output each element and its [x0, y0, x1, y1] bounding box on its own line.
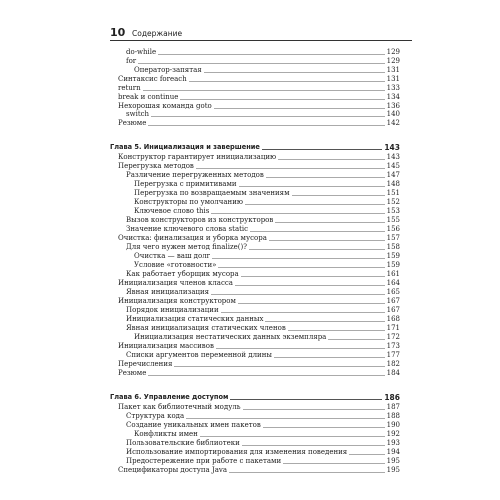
toc-entry-title: Инициализация массивов — [118, 342, 214, 350]
toc-entry-title: Структура кода — [126, 412, 185, 420]
toc-leader-dots — [245, 204, 385, 205]
toc-page-number: 173 — [386, 342, 400, 350]
toc-entry-title: Оператор-запятая — [134, 66, 202, 74]
toc-page-number: 129 — [386, 48, 400, 56]
toc-page-number: 158 — [386, 243, 400, 251]
toc-entry-title: Использование импортирования для изменения поведения — [126, 448, 348, 456]
toc-leader-dots — [249, 249, 385, 250]
toc-page-number: 193 — [386, 439, 400, 447]
toc-leader-dots — [148, 375, 384, 376]
toc-entry-title: Глава 6. Управление доступом — [110, 393, 229, 401]
toc-page-number: 192 — [386, 430, 400, 438]
toc-chapter — [110, 393, 400, 402]
toc-leader-dots — [158, 54, 384, 55]
toc-page-number: 195 — [386, 466, 400, 474]
toc-entry-title: Синтаксис foreach — [118, 75, 187, 83]
toc-leader-dots — [204, 72, 385, 73]
toc-page-number: 171 — [386, 324, 400, 332]
toc-leader-dots — [243, 409, 385, 410]
toc-entry-title: Резюме — [118, 119, 147, 127]
toc-entry — [110, 48, 400, 57]
toc-page-number: 145 — [386, 162, 400, 170]
toc-entry — [110, 324, 400, 333]
toc-entry — [110, 369, 400, 378]
toc-leader-dots — [221, 312, 385, 313]
page-number: 10 — [110, 26, 126, 39]
toc-page-number: 164 — [386, 279, 400, 287]
toc-entry — [110, 288, 400, 297]
toc-leader-dots — [349, 454, 384, 455]
toc-page-number: 134 — [386, 93, 400, 101]
toc-page-number: 184 — [386, 369, 400, 377]
toc-entry-title: Вызов конструкторов из конструкторов — [126, 216, 274, 224]
toc-entry-title: Глава 5. Инициализация и завершение — [110, 143, 260, 151]
toc-leader-dots — [328, 339, 384, 340]
toc-entry — [110, 66, 400, 75]
toc-entry — [110, 93, 400, 102]
toc-entry-title: Как работает уборщик мусора — [126, 270, 239, 278]
toc-entry — [110, 261, 400, 270]
toc-leader-dots — [262, 149, 382, 150]
toc-entry-title: Конфликты имен — [134, 430, 198, 438]
toc-entry-title: Перечисления — [118, 360, 173, 368]
toc-leader-dots — [218, 267, 384, 268]
toc-page-number: 187 — [386, 403, 400, 411]
toc-entry — [110, 75, 400, 84]
toc-chapter — [110, 143, 400, 152]
toc-entry — [110, 466, 400, 475]
toc-entry-title: Инициализация статических данных — [126, 315, 264, 323]
toc-entry — [110, 110, 400, 119]
toc-entry-title: Ключевое слово this — [134, 207, 210, 215]
toc-leader-dots — [148, 125, 384, 126]
toc-entry — [110, 333, 400, 342]
toc-entry — [110, 119, 400, 128]
toc-leader-dots — [180, 99, 384, 100]
toc-page-number: 157 — [386, 234, 400, 242]
toc-page-number: 143 — [384, 143, 400, 152]
toc-page-number: 142 — [386, 119, 400, 127]
toc-entry-title: Конструкторы по умолчанию — [134, 198, 243, 206]
toc-leader-dots — [174, 366, 384, 367]
toc-entry — [110, 421, 400, 430]
toc-leader-dots — [238, 303, 385, 304]
toc-entry — [110, 360, 400, 369]
toc-entry-title: Перегрузка с примитивами — [134, 180, 237, 188]
toc-entry-title: return — [118, 84, 141, 92]
header-rule — [110, 40, 412, 41]
toc-leader-dots — [211, 294, 385, 295]
toc-entry — [110, 270, 400, 279]
toc-entry-title: Нехорошая команда goto — [118, 102, 212, 110]
toc-leader-dots — [212, 258, 384, 259]
toc-leader-dots — [200, 436, 385, 437]
toc-entry — [110, 234, 400, 243]
toc-entry — [110, 430, 400, 439]
toc-page-number: 167 — [386, 297, 400, 305]
toc-entry — [110, 189, 400, 198]
toc-entry — [110, 315, 400, 324]
toc-leader-dots — [211, 213, 384, 214]
toc-page-number: 167 — [386, 306, 400, 314]
toc-page-number: 182 — [386, 360, 400, 368]
toc-entry-title: Пользовательские библиотеки — [126, 439, 240, 447]
toc-leader-dots — [263, 427, 385, 428]
toc-leader-dots — [275, 222, 384, 223]
toc-page-number: 152 — [386, 198, 400, 206]
toc-leader-dots — [288, 330, 385, 331]
toc-leader-dots — [143, 90, 385, 91]
toc-entry-title: Резюме — [118, 369, 147, 377]
toc-leader-dots — [239, 186, 385, 187]
toc-entry — [110, 171, 400, 180]
toc-page-number: 159 — [386, 252, 400, 260]
toc-leader-dots — [235, 285, 385, 286]
toc-entry-title: Списки аргументов переменной длины — [126, 351, 272, 359]
toc-entry — [110, 342, 400, 351]
toc-leader-dots — [241, 276, 385, 277]
toc-entry-title: Явная инициализация статических членов — [126, 324, 286, 332]
toc-entry-title: Спецификаторы доступа Java — [118, 466, 227, 474]
toc-page-number: 148 — [386, 180, 400, 188]
toc-entry — [110, 306, 400, 315]
toc-page-number: 165 — [386, 288, 400, 296]
toc-leader-dots — [216, 348, 385, 349]
toc-page-number: 161 — [386, 270, 400, 278]
toc-page-number: 177 — [386, 351, 400, 359]
toc-entry-title: Очистка: финализация и уборка мусора — [118, 234, 267, 242]
toc-entry — [110, 297, 400, 306]
toc-leader-dots — [229, 472, 385, 473]
toc-page-number: 156 — [386, 225, 400, 233]
toc-leader-dots — [292, 195, 385, 196]
toc-entry-title: Пакет как библиотечный модуль — [118, 403, 241, 411]
toc-page-number: 143 — [386, 153, 400, 161]
toc-entry — [110, 457, 400, 466]
toc-page-number: 188 — [386, 412, 400, 420]
toc-leader-dots — [186, 418, 384, 419]
toc-entry-title: Перегрузка методов — [118, 162, 194, 170]
toc-page-number: 155 — [386, 216, 400, 224]
toc-page-number: 129 — [386, 57, 400, 65]
running-head: Содержание — [132, 29, 183, 38]
toc-entry-title: switch — [126, 110, 150, 118]
toc-entry-title: Конструктор гарантирует инициализацию — [118, 153, 277, 161]
toc-leader-dots — [189, 81, 385, 82]
toc-page-number: 190 — [386, 421, 400, 429]
toc-leader-dots — [214, 108, 385, 109]
toc-entry-title: do-while — [126, 48, 157, 56]
toc-entry — [110, 243, 400, 252]
toc-entry — [110, 439, 400, 448]
toc-entry — [110, 84, 400, 93]
toc-leader-dots — [151, 116, 385, 117]
toc-leader-dots — [278, 159, 385, 160]
toc-page-number: 159 — [386, 261, 400, 269]
toc-page-number: 195 — [386, 457, 400, 465]
toc-leader-dots — [266, 177, 385, 178]
toc-entry-title: Порядок инициализации — [126, 306, 219, 314]
toc-entry-title: Очистка — ваш долг — [134, 252, 211, 260]
toc-page-number: 168 — [386, 315, 400, 323]
toc-entry-title: Различение перегруженных методов — [126, 171, 264, 179]
toc-page-number: 136 — [386, 102, 400, 110]
toc-entry-title: for — [126, 57, 137, 65]
page-header — [110, 26, 412, 40]
toc-page-number: 147 — [386, 171, 400, 179]
toc-entry-title: Условие «готовности» — [134, 261, 217, 269]
toc-entry — [110, 403, 400, 412]
toc-leader-dots — [250, 231, 385, 232]
toc-leader-dots — [283, 463, 385, 464]
toc-entry — [110, 180, 400, 189]
toc-entry-title: Перегрузка по возвращаемым значениям — [134, 189, 290, 197]
toc-page-number: 194 — [386, 448, 400, 456]
toc-entry — [110, 207, 400, 216]
toc-entry — [110, 216, 400, 225]
toc-entry-title: Создание уникальных имен пакетов — [126, 421, 261, 429]
toc-page-number: 151 — [386, 189, 400, 197]
toc-entry-title: Инициализация членов класса — [118, 279, 233, 287]
toc-leader-dots — [242, 445, 385, 446]
toc-page-number: 153 — [386, 207, 400, 215]
toc-entry — [110, 225, 400, 234]
toc-page-number: 172 — [386, 333, 400, 341]
toc-page-number: 140 — [386, 110, 400, 118]
toc-entry — [110, 448, 400, 457]
toc-page-number: 131 — [386, 75, 400, 83]
toc-entry-title: Явная инициализация — [126, 288, 210, 296]
toc-leader-dots — [196, 168, 385, 169]
toc-leader-dots — [265, 321, 384, 322]
toc-entry-title: Значение ключевого слова static — [126, 225, 249, 233]
toc-entry — [110, 252, 400, 261]
toc-entry — [110, 351, 400, 360]
toc-page-number: 133 — [386, 84, 400, 92]
toc-page-number: 131 — [386, 66, 400, 74]
toc-entry — [110, 153, 400, 162]
toc-entry-title: Инициализация нестатических данных экземпляра — [134, 333, 327, 341]
toc-entry-title: Предостережение при работе с пакетами — [126, 457, 282, 465]
toc-leader-dots — [138, 63, 384, 64]
toc-entry — [110, 57, 400, 66]
toc-entry — [110, 412, 400, 421]
toc-entry-title: Инициализация конструктором — [118, 297, 236, 305]
toc-entry-title: Для чего нужен метод finalize()? — [126, 243, 247, 251]
toc-entry-title: break и continue — [118, 93, 179, 101]
toc-leader-dots — [269, 240, 385, 241]
toc-page-number: 186 — [384, 393, 400, 402]
toc-entry — [110, 198, 400, 207]
toc-leader-dots — [230, 399, 382, 400]
toc-entry — [110, 279, 400, 288]
toc-leader-dots — [274, 357, 385, 358]
toc-entry — [110, 162, 400, 171]
